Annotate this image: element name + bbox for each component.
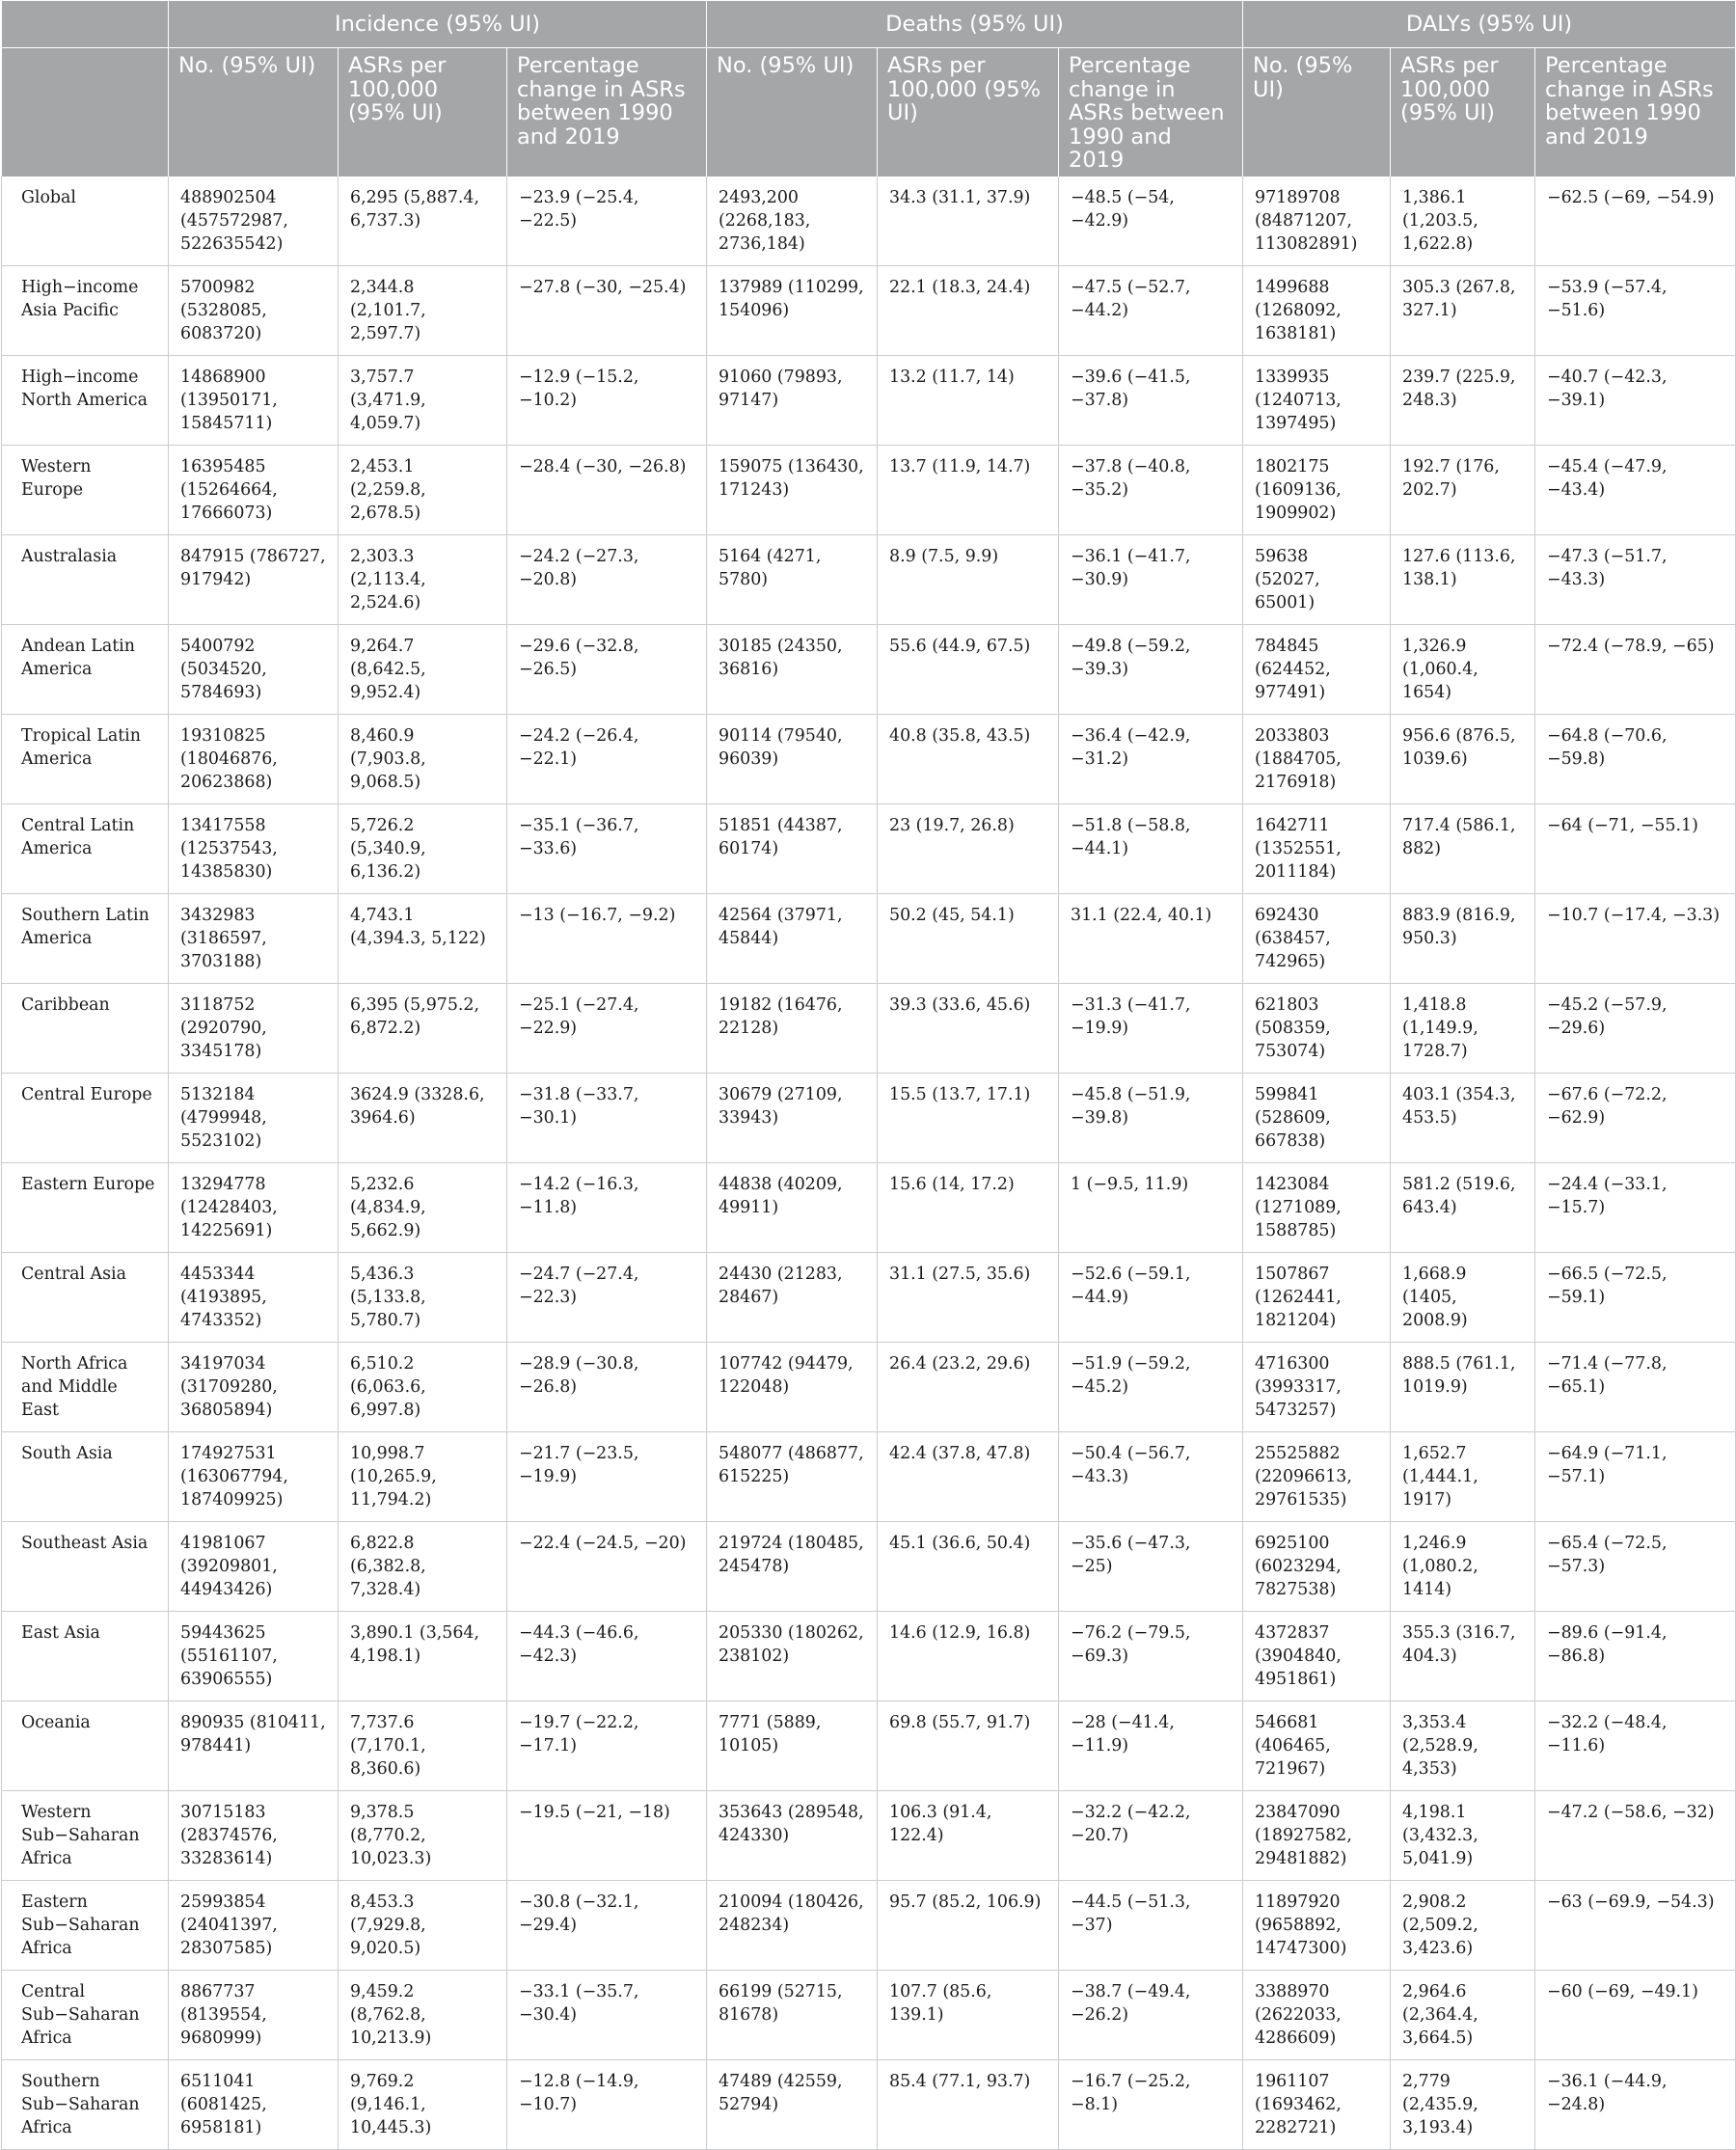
value-cell: −28.9 (−30.8, −26.8): [507, 1342, 707, 1431]
column-header: No. (95% UI): [1243, 48, 1391, 177]
value-cell: 47489 (42559, 52794): [707, 2059, 878, 2149]
value-cell: 581.2 (519.6, 643.4): [1391, 1162, 1535, 1252]
value-cell: 210094 (180426, 248234): [707, 1880, 878, 1970]
value-cell: 7,737.6 (7,170.1, 8,360.6): [339, 1701, 507, 1790]
table-row: [2, 1880, 1736, 1970]
value-cell: 6,395 (5,975.2, 6,872.2): [339, 983, 507, 1073]
region-cell: Southern Sub−Saharan Africa: [2, 2059, 169, 2149]
group-header-deaths: Deaths (95% UI): [707, 1, 1243, 48]
value-cell: 97189708 (84871207, 113082891): [1243, 177, 1391, 266]
value-cell: 883.9 (816.9, 950.3): [1391, 893, 1535, 983]
value-cell: −47.3 (−51.7, −43.3): [1535, 534, 1736, 624]
value-cell: 26.4 (23.2, 29.6): [878, 1342, 1059, 1431]
value-cell: 488902504 (457572987, 522635542): [169, 177, 339, 266]
value-cell: 8867737 (8139554, 9680999): [169, 1970, 339, 2059]
value-cell: −45.4 (−47.9, −43.4): [1535, 445, 1736, 534]
region-cell: Central Latin America: [2, 803, 169, 893]
value-cell: −21.7 (−23.5, −19.9): [507, 1431, 707, 1521]
value-cell: 599841 (528609, 667838): [1243, 1073, 1391, 1162]
region-cell: Central Asia: [2, 1252, 169, 1342]
value-cell: 137989 (110299, 154096): [707, 265, 878, 355]
value-cell: −51.9 (−59.2, −45.2): [1059, 1342, 1243, 1431]
table-row: [2, 177, 1736, 266]
value-cell: 784845 (624452, 977491): [1243, 624, 1391, 714]
region-cell: Western Sub−Saharan Africa: [2, 1790, 169, 1880]
value-cell: 19310825 (18046876, 20623868): [169, 714, 339, 803]
value-cell: 4453344 (4193895, 4743352): [169, 1252, 339, 1342]
column-header: ASRs per 100,000 (95% UI): [339, 48, 507, 177]
region-cell: Southern Latin America: [2, 893, 169, 983]
value-cell: 6925100 (6023294, 7827538): [1243, 1521, 1391, 1611]
region-cell: Andean Latin America: [2, 624, 169, 714]
value-cell: 85.4 (77.1, 93.7): [878, 2059, 1059, 2149]
value-cell: 23 (19.7, 26.8): [878, 803, 1059, 893]
value-cell: 205330 (180262, 238102): [707, 1611, 878, 1701]
value-cell: 5,232.6 (4,834.9, 5,662.9): [339, 1162, 507, 1252]
table-row: [2, 1701, 1736, 1790]
value-cell: −60 (−69, −49.1): [1535, 1970, 1736, 2059]
column-header: ASRs per 100,000 (95% UI): [878, 48, 1059, 177]
table-header: [2, 1, 1736, 177]
corner-cell: [2, 1, 169, 48]
value-cell: −64 (−71, −55.1): [1535, 803, 1736, 893]
value-cell: 13417558 (12537543, 14385830): [169, 803, 339, 893]
value-cell: 51851 (44387, 60174): [707, 803, 878, 893]
value-cell: 25525882 (22096613, 29761535): [1243, 1431, 1391, 1521]
value-cell: 8,460.9 (7,903.8, 9,068.5): [339, 714, 507, 803]
table-row: [2, 983, 1736, 1073]
value-cell: 548077 (486877, 615225): [707, 1431, 878, 1521]
value-cell: 25993854 (24041397, 28307585): [169, 1880, 339, 1970]
column-header: Percentage change in ASRs between 1990 and 2019: [507, 48, 707, 177]
value-cell: −25.1 (−27.4, −22.9): [507, 983, 707, 1073]
region-cell: Southeast Asia: [2, 1521, 169, 1611]
value-cell: 5,726.2 (5,340.9, 6,136.2): [339, 803, 507, 893]
group-header-row: [2, 1, 1736, 48]
table-row: [2, 445, 1736, 534]
value-cell: 5,436.3 (5,133.8, 5,780.7): [339, 1252, 507, 1342]
value-cell: 23847090 (18927582, 29481882): [1243, 1790, 1391, 1880]
value-cell: 4,743.1 (4,394.3, 5,122): [339, 893, 507, 983]
value-cell: 219724 (180485, 245478): [707, 1521, 878, 1611]
value-cell: 107.7 (85.6, 139.1): [878, 1970, 1059, 2059]
value-cell: 692430 (638457, 742965): [1243, 893, 1391, 983]
value-cell: −65.4 (−72.5, −57.3): [1535, 1521, 1736, 1611]
value-cell: −32.2 (−48.4, −11.6): [1535, 1701, 1736, 1790]
column-header-row: [2, 48, 1736, 177]
value-cell: 31.1 (22.4, 40.1): [1059, 893, 1243, 983]
value-cell: −24.4 (−33.1, −15.7): [1535, 1162, 1736, 1252]
value-cell: −45.2 (−57.9, −29.6): [1535, 983, 1736, 1073]
region-cell: North Africa and Middle East: [2, 1342, 169, 1431]
value-cell: 59443625 (55161107, 63906555): [169, 1611, 339, 1701]
value-cell: 9,378.5 (8,770.2, 10,023.3): [339, 1790, 507, 1880]
value-cell: 1,386.1 (1,203.5, 1,622.8): [1391, 177, 1535, 266]
value-cell: 1,652.7 (1,444.1, 1917): [1391, 1431, 1535, 1521]
value-cell: 40.8 (35.8, 43.5): [878, 714, 1059, 803]
region-cell: High−income Asia Pacific: [2, 265, 169, 355]
value-cell: 6,822.8 (6,382.8, 7,328.4): [339, 1521, 507, 1611]
value-cell: 34.3 (31.1, 37.9): [878, 177, 1059, 266]
value-cell: −36.1 (−44.9, −24.8): [1535, 2059, 1736, 2149]
value-cell: 5164 (4271, 5780): [707, 534, 878, 624]
value-cell: 19182 (16476, 22128): [707, 983, 878, 1073]
value-cell: −76.2 (−79.5, −69.3): [1059, 1611, 1243, 1701]
column-header: Percentage change in ASRs between 1990 and 2019: [1059, 48, 1243, 177]
region-cell: East Asia: [2, 1611, 169, 1701]
value-cell: 13294778 (12428403, 14225691): [169, 1162, 339, 1252]
table-row: [2, 1073, 1736, 1162]
value-cell: 9,459.2 (8,762.8, 10,213.9): [339, 1970, 507, 2059]
value-cell: 2493,200 (2268,183, 2736,184): [707, 177, 878, 266]
value-cell: −12.9 (−15.2, −10.2): [507, 355, 707, 445]
table-row: [2, 803, 1736, 893]
column-header: No. (95% UI): [707, 48, 878, 177]
column-header: Percentage change in ASRs between 1990 and 2019: [1535, 48, 1736, 177]
value-cell: 192.7 (176, 202.7): [1391, 445, 1535, 534]
value-cell: 106.3 (91.4, 122.4): [878, 1790, 1059, 1880]
value-cell: 13.7 (11.9, 14.7): [878, 445, 1059, 534]
table-row: [2, 1611, 1736, 1701]
value-cell: 1,246.9 (1,080.2, 1414): [1391, 1521, 1535, 1611]
value-cell: 2,779 (2,435.9, 3,193.4): [1391, 2059, 1535, 2149]
value-cell: 1499688 (1268092, 1638181): [1243, 265, 1391, 355]
value-cell: −35.6 (−47.3, −25): [1059, 1521, 1243, 1611]
value-cell: 890935 (810411, 978441): [169, 1701, 339, 1790]
value-cell: 30715183 (28374576, 33283614): [169, 1790, 339, 1880]
value-cell: −10.7 (−17.4, −3.3): [1535, 893, 1736, 983]
value-cell: 22.1 (18.3, 24.4): [878, 265, 1059, 355]
value-cell: 10,998.7 (10,265.9, 11,794.2): [339, 1431, 507, 1521]
value-cell: 24430 (21283, 28467): [707, 1252, 878, 1342]
value-cell: 3,757.7 (3,471.9, 4,059.7): [339, 355, 507, 445]
value-cell: −44.5 (−51.3, −37): [1059, 1880, 1243, 1970]
value-cell: 50.2 (45, 54.1): [878, 893, 1059, 983]
region-cell: South Asia: [2, 1431, 169, 1521]
value-cell: −89.6 (−91.4, −86.8): [1535, 1611, 1736, 1701]
value-cell: 5700982 (5328085, 6083720): [169, 265, 339, 355]
value-cell: −12.8 (−14.9, −10.7): [507, 2059, 707, 2149]
value-cell: −30.8 (−32.1, −29.4): [507, 1880, 707, 1970]
value-cell: −32.2 (−42.2, −20.7): [1059, 1790, 1243, 1880]
value-cell: 39.3 (33.6, 45.6): [878, 983, 1059, 1073]
value-cell: −27.8 (−30, −25.4): [507, 265, 707, 355]
value-cell: 2033803 (1884705, 2176918): [1243, 714, 1391, 803]
region-cell: Global: [2, 177, 169, 266]
region-cell: Caribbean: [2, 983, 169, 1073]
table-row: [2, 1162, 1736, 1252]
value-cell: 16395485 (15264664, 17666073): [169, 445, 339, 534]
value-cell: 847915 (786727, 917942): [169, 534, 339, 624]
value-cell: −72.4 (−78.9, −65): [1535, 624, 1736, 714]
region-cell: Tropical Latin America: [2, 714, 169, 803]
value-cell: 41981067 (39209801, 44943426): [169, 1521, 339, 1611]
value-cell: 2,344.8 (2,101.7, 2,597.7): [339, 265, 507, 355]
value-cell: 1,668.9 (1405, 2008.9): [1391, 1252, 1535, 1342]
table-row: [2, 1521, 1736, 1611]
value-cell: 31.1 (27.5, 35.6): [878, 1252, 1059, 1342]
value-cell: 3118752 (2920790, 3345178): [169, 983, 339, 1073]
value-cell: −50.4 (−56.7, −43.3): [1059, 1431, 1243, 1521]
value-cell: 34197034 (31709280, 36805894): [169, 1342, 339, 1431]
table-row: [2, 624, 1736, 714]
value-cell: −52.6 (−59.1, −44.9): [1059, 1252, 1243, 1342]
value-cell: 239.7 (225.9, 248.3): [1391, 355, 1535, 445]
value-cell: 30185 (24350, 36816): [707, 624, 878, 714]
value-cell: −37.8 (−40.8, −35.2): [1059, 445, 1243, 534]
value-cell: 1339935 (1240713, 1397495): [1243, 355, 1391, 445]
value-cell: 1642711 (1352551, 2011184): [1243, 803, 1391, 893]
value-cell: 11897920 (9658892, 14747300): [1243, 1880, 1391, 1970]
table-row: [2, 355, 1736, 445]
value-cell: 403.1 (354.3, 453.5): [1391, 1073, 1535, 1162]
value-cell: 546681 (406465, 721967): [1243, 1701, 1391, 1790]
value-cell: 305.3 (267.8, 327.1): [1391, 265, 1535, 355]
value-cell: 717.4 (586.1, 882): [1391, 803, 1535, 893]
value-cell: 8.9 (7.5, 9.9): [878, 534, 1059, 624]
column-header: [2, 48, 169, 177]
value-cell: 2,964.6 (2,364.4, 3,664.5): [1391, 1970, 1535, 2059]
value-cell: 2,453.1 (2,259.8, 2,678.5): [339, 445, 507, 534]
region-cell: Western Europe: [2, 445, 169, 534]
value-cell: 3388970 (2622033, 4286609): [1243, 1970, 1391, 2059]
table-row: [2, 1342, 1736, 1431]
value-cell: 14868900 (13950171, 15845711): [169, 355, 339, 445]
value-cell: 45.1 (36.6, 50.4): [878, 1521, 1059, 1611]
group-header-dalys: DALYs (95% UI): [1243, 1, 1736, 48]
table-row: [2, 714, 1736, 803]
value-cell: −49.8 (−59.2, −39.3): [1059, 624, 1243, 714]
value-cell: 888.5 (761.1, 1019.9): [1391, 1342, 1535, 1431]
value-cell: −36.4 (−42.9, −31.2): [1059, 714, 1243, 803]
column-header: No. (95% UI): [169, 48, 339, 177]
value-cell: 55.6 (44.9, 67.5): [878, 624, 1059, 714]
region-cell: Australasia: [2, 534, 169, 624]
region-cell: Eastern Europe: [2, 1162, 169, 1252]
value-cell: −24.7 (−27.4, −22.3): [507, 1252, 707, 1342]
value-cell: 3624.9 (3328.6, 3964.6): [339, 1073, 507, 1162]
region-cell: Oceania: [2, 1701, 169, 1790]
value-cell: −16.7 (−25.2, −8.1): [1059, 2059, 1243, 2149]
value-cell: 42.4 (37.8, 47.8): [878, 1431, 1059, 1521]
value-cell: −19.5 (−21, −18): [507, 1790, 707, 1880]
value-cell: 4,198.1 (3,432.3, 5,041.9): [1391, 1790, 1535, 1880]
value-cell: 3,353.4 (2,528.9, 4,353): [1391, 1701, 1535, 1790]
table-row: [2, 1790, 1736, 1880]
value-cell: −62.5 (−69, −54.9): [1535, 177, 1736, 266]
value-cell: −66.5 (−72.5, −59.1): [1535, 1252, 1736, 1342]
value-cell: −48.5 (−54, −42.9): [1059, 177, 1243, 266]
value-cell: 159075 (136430, 171243): [707, 445, 878, 534]
value-cell: −13 (−16.7, −9.2): [507, 893, 707, 983]
value-cell: −47.5 (−52.7, −44.2): [1059, 265, 1243, 355]
value-cell: 355.3 (316.7, 404.3): [1391, 1611, 1535, 1701]
value-cell: 14.6 (12.9, 16.8): [878, 1611, 1059, 1701]
value-cell: −39.6 (−41.5, −37.8): [1059, 355, 1243, 445]
value-cell: −47.2 (−58.6, −32): [1535, 1790, 1736, 1880]
value-cell: −19.7 (−22.2, −17.1): [507, 1701, 707, 1790]
value-cell: −33.1 (−35.7, −30.4): [507, 1970, 707, 2059]
value-cell: 2,303.3 (2,113.4, 2,524.6): [339, 534, 507, 624]
value-cell: 9,769.2 (9,146.1, 10,445.3): [339, 2059, 507, 2149]
value-cell: −64.9 (−71.1, −57.1): [1535, 1431, 1736, 1521]
region-cell: Central Sub−Saharan Africa: [2, 1970, 169, 2059]
value-cell: 7771 (5889, 10105): [707, 1701, 878, 1790]
value-cell: −24.2 (−27.3, −20.8): [507, 534, 707, 624]
value-cell: 127.6 (113.6, 138.1): [1391, 534, 1535, 624]
value-cell: 42564 (37971, 45844): [707, 893, 878, 983]
value-cell: 5132184 (4799948, 5523102): [169, 1073, 339, 1162]
value-cell: 2,908.2 (2,509.2, 3,423.6): [1391, 1880, 1535, 1970]
value-cell: −45.8 (−51.9, −39.8): [1059, 1073, 1243, 1162]
value-cell: −24.2 (−26.4, −22.1): [507, 714, 707, 803]
value-cell: −71.4 (−77.8, −65.1): [1535, 1342, 1736, 1431]
value-cell: 4372837 (3904840, 4951861): [1243, 1611, 1391, 1701]
value-cell: −51.8 (−58.8, −44.1): [1059, 803, 1243, 893]
value-cell: −31.8 (−33.7, −30.1): [507, 1073, 707, 1162]
value-cell: 621803 (508359, 753074): [1243, 983, 1391, 1073]
value-cell: 8,453.3 (7,929.8, 9,020.5): [339, 1880, 507, 1970]
value-cell: 91060 (79893, 97147): [707, 355, 878, 445]
region-cell: Eastern Sub−Saharan Africa: [2, 1880, 169, 1970]
value-cell: 6511041 (6081425, 6958181): [169, 2059, 339, 2149]
value-cell: 69.8 (55.7, 91.7): [878, 1701, 1059, 1790]
value-cell: 1423084 (1271089, 1588785): [1243, 1162, 1391, 1252]
value-cell: −28 (−41.4, −11.9): [1059, 1701, 1243, 1790]
value-cell: 95.7 (85.2, 106.9): [878, 1880, 1059, 1970]
value-cell: 59638 (52027, 65001): [1243, 534, 1391, 624]
value-cell: −64.8 (−70.6, −59.8): [1535, 714, 1736, 803]
value-cell: 15.5 (13.7, 17.1): [878, 1073, 1059, 1162]
value-cell: 956.6 (876.5, 1039.6): [1391, 714, 1535, 803]
value-cell: 3432983 (3186597, 3703188): [169, 893, 339, 983]
value-cell: 30679 (27109, 33943): [707, 1073, 878, 1162]
value-cell: 5400792 (5034520, 5784693): [169, 624, 339, 714]
value-cell: 90114 (79540, 96039): [707, 714, 878, 803]
value-cell: 15.6 (14, 17.2): [878, 1162, 1059, 1252]
region-cell: High−income North America: [2, 355, 169, 445]
value-cell: −36.1 (−41.7, −30.9): [1059, 534, 1243, 624]
table-row: [2, 1431, 1736, 1521]
value-cell: 44838 (40209, 49911): [707, 1162, 878, 1252]
value-cell: 1,326.9 (1,060.4, 1654): [1391, 624, 1535, 714]
value-cell: 6,295 (5,887.4, 6,737.3): [339, 177, 507, 266]
value-cell: 1961107 (1693462, 2282721): [1243, 2059, 1391, 2149]
value-cell: 9,264.7 (8,642.5, 9,952.4): [339, 624, 507, 714]
value-cell: −22.4 (−24.5, −20): [507, 1521, 707, 1611]
table-row: [2, 534, 1736, 624]
group-header-incidence: Incidence (95% UI): [169, 1, 707, 48]
region-cell: Central Europe: [2, 1073, 169, 1162]
value-cell: −67.6 (−72.2, −62.9): [1535, 1073, 1736, 1162]
gbd-results-table: [1, 0, 1736, 2150]
value-cell: 353643 (289548, 424330): [707, 1790, 878, 1880]
value-cell: −63 (−69.9, −54.3): [1535, 1880, 1736, 1970]
table-row: [2, 893, 1736, 983]
value-cell: −14.2 (−16.3, −11.8): [507, 1162, 707, 1252]
value-cell: −35.1 (−36.7, −33.6): [507, 803, 707, 893]
value-cell: −31.3 (−41.7, −19.9): [1059, 983, 1243, 1073]
value-cell: 66199 (52715, 81678): [707, 1970, 878, 2059]
value-cell: −44.3 (−46.6, −42.3): [507, 1611, 707, 1701]
value-cell: −53.9 (−57.4, −51.6): [1535, 265, 1736, 355]
value-cell: −38.7 (−49.4, −26.2): [1059, 1970, 1243, 2059]
table-row: [2, 2059, 1736, 2149]
table-row: [2, 1970, 1736, 2059]
table-row: [2, 1252, 1736, 1342]
value-cell: 1,418.8 (1,149.9, 1728.7): [1391, 983, 1535, 1073]
value-cell: −28.4 (−30, −26.8): [507, 445, 707, 534]
value-cell: 107742 (94479, 122048): [707, 1342, 878, 1431]
value-cell: 6,510.2 (6,063.6, 6,997.8): [339, 1342, 507, 1431]
value-cell: 1802175 (1609136, 1909902): [1243, 445, 1391, 534]
value-cell: 1 (−9.5, 11.9): [1059, 1162, 1243, 1252]
value-cell: 174927531 (163067794, 187409925): [169, 1431, 339, 1521]
column-header: ASRs per 100,000 (95% UI): [1391, 48, 1535, 177]
value-cell: −29.6 (−32.8, −26.5): [507, 624, 707, 714]
table-body: [2, 177, 1736, 2150]
table-row: [2, 265, 1736, 355]
value-cell: 3,890.1 (3,564, 4,198.1): [339, 1611, 507, 1701]
value-cell: −23.9 (−25.4, −22.5): [507, 177, 707, 266]
value-cell: 4716300 (3993317, 5473257): [1243, 1342, 1391, 1431]
value-cell: 13.2 (11.7, 14): [878, 355, 1059, 445]
value-cell: 1507867 (1262441, 1821204): [1243, 1252, 1391, 1342]
value-cell: −40.7 (−42.3, −39.1): [1535, 355, 1736, 445]
